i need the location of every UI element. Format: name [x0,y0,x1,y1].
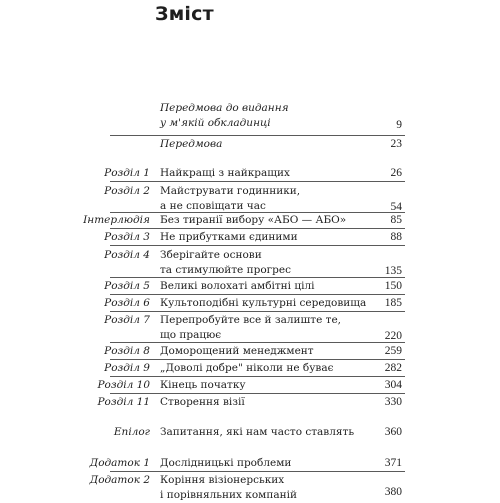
toc-entry-label: Розділ 1 [104,167,150,179]
toc-page-number: 282 [384,362,402,374]
toc-entry-title [160,213,355,228]
toc-entry-label: Розділ 4 [104,249,150,261]
toc-entry-line: „Доволі добре" ніколи не буває [160,362,334,374]
toc-page-number: 54 [390,201,402,213]
toc-entry-line: Великі волохаті амбітні цілі [160,280,315,292]
toc-entry-line: а не сповіщати час [160,200,266,212]
divider [110,228,405,229]
toc-page-number: 304 [384,379,402,391]
toc-page-number: 88 [390,231,402,243]
divider [110,342,405,343]
toc-entry-label: Розділ 5 [104,280,150,292]
toc-entry-title [160,279,355,294]
toc-entry-label: Інтерлюдія [83,214,150,226]
toc-page-number: 259 [384,345,402,357]
toc-entry-label: Додаток 2 [89,474,150,486]
toc-page-number: 135 [384,265,402,277]
toc-entry-title [160,395,355,410]
toc-entry-line: Дослідницькі проблеми [160,457,292,469]
divider [110,181,405,182]
toc-entry-line: Коріння візіонерських [160,474,285,486]
toc-entry-line: та стимулюйте прогрес [160,264,291,276]
toc-entry-line: і порівняльних компаній [160,489,297,501]
toc-entry-title [160,137,355,152]
toc-entry-label: Розділ 2 [104,185,150,197]
toc-entry-label: Розділ 10 [97,379,150,391]
toc-entry-label: Розділ 11 [97,396,150,408]
toc-entry-label: Розділ 7 [104,314,150,326]
page-title: Зміст [155,3,214,25]
toc-entry-line: Кінець початку [160,379,246,391]
toc-entry-line: що працює [160,329,222,341]
toc-entry-title [160,296,367,311]
toc-page-number: 185 [384,297,402,309]
toc-entry-title [160,473,355,503]
toc-entry-label: Додаток 1 [89,457,150,469]
divider [110,376,405,377]
toc-entry-line: Майструвати годинники, [160,185,301,197]
toc-entry-title [160,101,355,131]
toc-entry-title [160,230,355,245]
divider [110,311,405,312]
divider [110,471,405,472]
toc-entry-line: у м'якій обкладинці [160,117,271,129]
toc-page-number: 23 [390,138,402,150]
divider [110,245,405,246]
toc-entry-line: Створення візії [160,396,245,408]
toc-entry-line: Найкращі з найкращих [160,167,290,179]
toc-entry-label: Розділ 3 [104,231,150,243]
divider [110,359,405,360]
divider [110,393,405,394]
toc-page-number: 360 [384,426,402,438]
toc-entry-line: Культоподібні культурні середовища [160,297,367,309]
toc-entry-label: Епілог [113,426,150,438]
toc-page-number: 380 [384,486,402,498]
toc-entry-label: Розділ 8 [104,345,150,357]
toc-entry-title [160,313,355,343]
toc-page-number: 9 [396,119,402,131]
toc-entry-label: Розділ 9 [104,362,150,374]
toc-page-number: 220 [384,330,402,342]
toc-entry-title [160,425,355,440]
divider [110,135,405,136]
toc-entry-title [160,248,355,278]
divider [110,294,405,295]
toc-page-number: 330 [384,396,402,408]
toc-entry-title [160,166,355,181]
toc-entry-line: Запитання, які нам часто ставлять [160,426,355,438]
toc-entry-line: Перепробуйте все й залиште те, [160,314,342,326]
toc-page-number: 85 [390,214,402,226]
toc-entry-label: Розділ 6 [104,297,150,309]
toc-entry-title [160,344,355,359]
toc-entry-title [160,184,355,214]
toc-entry-line: Передмова [160,138,223,150]
toc-page-number: 371 [384,457,402,469]
toc-entry-line: Не прибутками єдиними [160,231,298,243]
toc-entry-line: Доморощений менеджмент [160,345,314,357]
toc-entry-line: Зберігайте основи [160,249,262,261]
divider [110,277,405,278]
toc-entry-line: Без тиранії вибору «АБО — АБО» [160,214,347,226]
toc-entry-line: Передмова до видання [160,102,289,114]
toc-entry-title [160,456,355,471]
toc-entry-title [160,361,355,376]
toc-page-number: 150 [384,280,402,292]
toc-page-number: 26 [390,167,402,179]
toc-entry-title [160,378,355,393]
